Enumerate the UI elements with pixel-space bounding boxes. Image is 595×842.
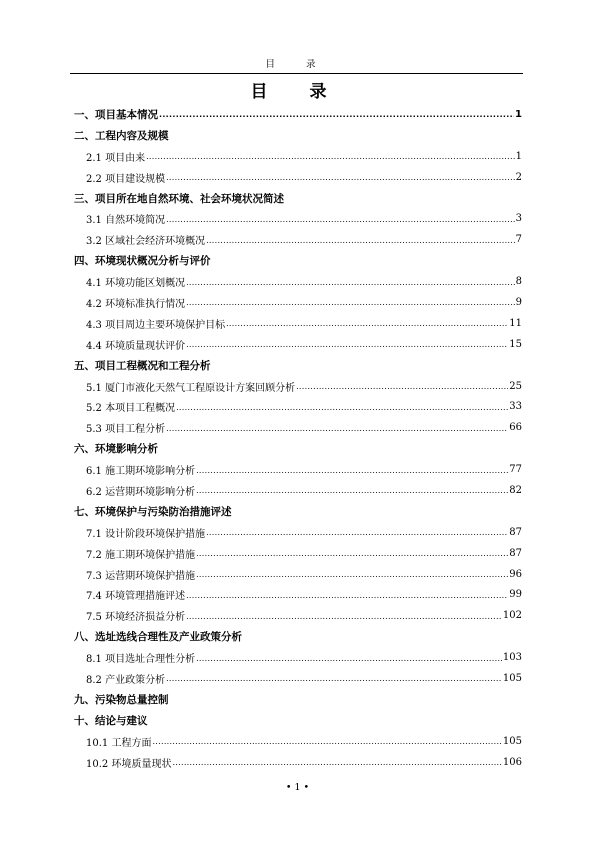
dot-leader — [186, 339, 508, 351]
toc-subsection[interactable] — [74, 146, 522, 167]
toc-entry-page: 103 — [502, 652, 522, 664]
toc-entry-page: 99 — [509, 589, 522, 601]
toc-entry-label: 2.2 项目建设规模 — [86, 173, 166, 185]
toc-entry-label: 7.2 施工期环境保护措施 — [86, 549, 196, 561]
toc-section[interactable] — [74, 355, 522, 376]
toc-section[interactable] — [74, 125, 522, 146]
toc-subsection[interactable] — [74, 229, 522, 250]
toc-entry-label: 6.2 运营期环境影响分析 — [86, 486, 196, 498]
toc-subsection[interactable] — [74, 376, 522, 397]
table-of-contents — [74, 104, 522, 773]
toc-subsection[interactable] — [74, 417, 522, 438]
toc-entry-label: 七、环境保护与污染防治措施评述 — [74, 505, 232, 518]
toc-subsection[interactable] — [74, 647, 522, 668]
toc-section[interactable] — [74, 250, 522, 271]
toc-entry-label: 六、环境影响分析 — [74, 443, 158, 456]
toc-subsection[interactable] — [74, 731, 522, 752]
toc-entry-page: 77 — [509, 464, 522, 476]
toc-section[interactable] — [74, 501, 522, 522]
toc-section[interactable] — [74, 188, 522, 209]
toc-subsection[interactable] — [74, 167, 522, 188]
toc-entry-label: 7.4 环境管理措施评述 — [86, 591, 186, 603]
dot-leader — [196, 548, 508, 560]
toc-entry-label: 5.1 厦门市液化天然气工程原设计方案回顾分析 — [86, 382, 296, 394]
toc-subsection[interactable] — [74, 584, 522, 605]
toc-entry-label: 十、结论与建议 — [74, 714, 148, 727]
dot-leader — [186, 590, 508, 602]
toc-subsection[interactable] — [74, 292, 522, 313]
toc-entry-page: 87 — [509, 547, 522, 559]
toc-entry-label: 10.1 工程方面 — [86, 737, 152, 749]
dot-leader — [196, 465, 508, 477]
toc-entry-page: 11 — [509, 317, 522, 329]
dot-leader — [196, 485, 508, 497]
toc-subsection[interactable] — [74, 543, 522, 564]
toc-subsection[interactable] — [74, 605, 522, 626]
toc-entry-label: 三、项目所在地自然环境、社会环境状况简述 — [74, 192, 284, 205]
dot-leader — [166, 423, 508, 435]
toc-entry-page: 1 — [515, 150, 522, 162]
page-number: • 1 • — [285, 782, 310, 793]
toc-entry-page: 105 — [502, 735, 522, 747]
toc-entry-label: 二、工程内容及规模 — [74, 129, 169, 142]
toc-entry-label: 3.1 自然环境简况 — [86, 215, 166, 227]
dot-leader — [226, 318, 508, 330]
toc-entry-label: 九、污染物总量控制 — [74, 693, 169, 706]
dot-leader — [206, 527, 508, 539]
toc-entry-page: 8 — [515, 276, 522, 288]
toc-entry-label: 五、项目工程概况和工程分析 — [74, 359, 211, 372]
toc-entry-page: 7 — [515, 234, 522, 246]
toc-entry-label: 8.2 产业政策分析 — [86, 674, 166, 686]
toc-subsection[interactable] — [74, 271, 522, 292]
toc-entry-page: 9 — [515, 296, 522, 308]
toc-entry-label: 6.1 施工期环境影响分析 — [86, 466, 196, 478]
header-rule — [70, 73, 523, 74]
toc-entry-label: 7.3 运营期环境保护措施 — [86, 570, 196, 582]
toc-subsection[interactable] — [74, 396, 522, 417]
toc-entry-page: 66 — [509, 422, 522, 434]
dot-leader — [166, 172, 515, 184]
dot-leader — [196, 569, 508, 581]
dot-leader — [196, 653, 502, 665]
toc-subsection[interactable] — [74, 522, 522, 543]
toc-entry-label: 5.3 项目工程分析 — [86, 424, 166, 436]
dot-leader — [186, 297, 515, 309]
toc-subsection[interactable] — [74, 313, 522, 334]
toc-section[interactable] — [74, 626, 522, 647]
toc-entry-page: 105 — [502, 672, 522, 684]
toc-section[interactable] — [74, 438, 522, 459]
toc-subsection[interactable] — [74, 564, 522, 585]
dot-leader — [146, 151, 515, 163]
dot-leader — [166, 673, 502, 685]
toc-entry-label: 4.3 项目周边主要环境保护目标 — [86, 319, 226, 331]
dot-leader — [206, 235, 515, 247]
toc-section[interactable] — [74, 689, 522, 710]
toc-entry-label: 5.2 本项目工程概况 — [86, 403, 176, 415]
toc-subsection[interactable] — [74, 459, 522, 480]
toc-entry-page: 82 — [509, 484, 522, 496]
toc-entry-label: 八、选址选线合理性及产业政策分析 — [74, 631, 242, 644]
dot-leader — [296, 381, 508, 393]
toc-subsection[interactable] — [74, 752, 522, 773]
toc-section[interactable] — [74, 104, 522, 125]
toc-entry-page: 1 — [515, 108, 522, 120]
toc-entry-page: 3 — [515, 213, 522, 225]
toc-entry-page: 106 — [502, 756, 522, 768]
dot-leader — [166, 214, 515, 226]
toc-entry-page: 25 — [509, 380, 522, 392]
toc-entry-page: 2 — [515, 171, 522, 183]
toc-subsection[interactable] — [74, 480, 522, 501]
toc-entry-page: 87 — [509, 526, 522, 538]
toc-entry-page: 102 — [502, 610, 522, 622]
toc-entry-label: 4.2 环境标准执行情况 — [86, 298, 186, 310]
toc-entry-page: 15 — [509, 338, 522, 350]
toc-entry-label: 10.2 环境质量现状 — [86, 758, 172, 770]
toc-title: 目 录 — [250, 82, 345, 102]
toc-entry-label: 4.4 环境质量现状评价 — [86, 340, 186, 352]
toc-entry-label: 7.5 环境经济损益分析 — [86, 612, 186, 624]
toc-entry-label: 7.1 设计阶段环境保护措施 — [86, 528, 206, 540]
dot-leader — [152, 736, 501, 748]
toc-entry-label: 一、项目基本情况 — [74, 108, 158, 121]
toc-entry-label: 四、环境现状概况分析与评价 — [74, 255, 211, 268]
toc-entry-page: 33 — [509, 401, 522, 413]
toc-entry-label: 3.2 区域社会经济环境概况 — [86, 236, 206, 248]
toc-subsection[interactable] — [74, 208, 522, 229]
dot-leader — [159, 109, 514, 121]
toc-entry-page: 96 — [509, 568, 522, 580]
toc-entry-label: 4.1 环境功能区划概况 — [86, 278, 186, 290]
dot-leader — [172, 757, 501, 769]
toc-section[interactable] — [74, 710, 522, 731]
running-header: 目 录 — [265, 59, 330, 70]
dot-leader — [186, 277, 515, 289]
toc-subsection[interactable] — [74, 668, 522, 689]
dot-leader — [176, 402, 508, 414]
toc-entry-label: 2.1 项目由来 — [86, 152, 146, 164]
toc-subsection[interactable] — [74, 334, 522, 355]
toc-entry-label: 8.1 项目选址合理性分析 — [86, 654, 196, 666]
dot-leader — [186, 611, 502, 623]
